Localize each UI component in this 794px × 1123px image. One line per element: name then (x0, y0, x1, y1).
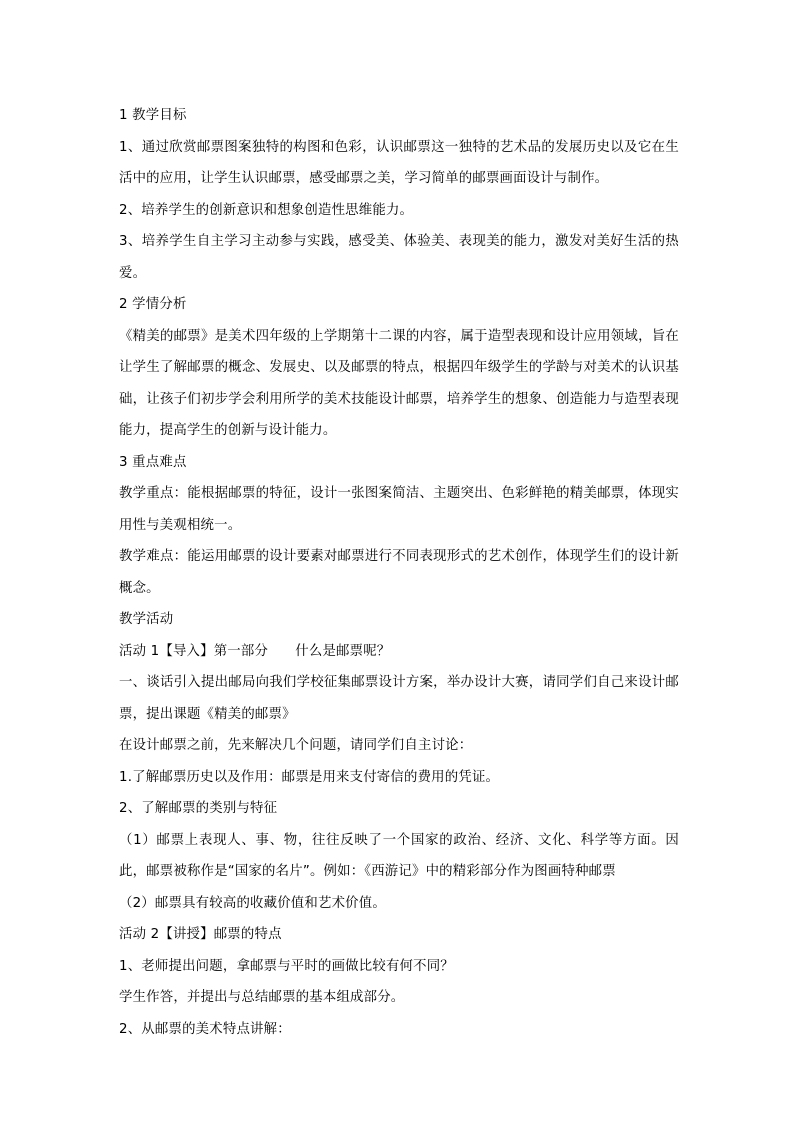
section-heading-objectives: 1 教学目标 (119, 108, 187, 123)
paragraph: （2）邮票具有较高的收藏价值和艺术价值。 (119, 895, 386, 911)
section-heading-key-points: 3 重点难点 (119, 454, 187, 470)
paragraph: （1）邮票上表现人、事、物，往往反映了一个国家的政治、经济、文化、科学等方面。因此，邮票被称作是“国家的名片”。例如：《西游记》中的精彩部分作为图画特种邮票 (119, 832, 679, 879)
paragraph: 1、通过欣赏邮票图案独特的构图和色彩，认识邮票这一独特的艺术品的发展历史以及它在生活中的应用，让学生认识邮票，感受邮票之美，学习简单的邮票画面设计与制作。 (119, 139, 679, 186)
section-heading-analysis: 2 学情分析 (119, 297, 187, 312)
paragraph: 3、培养学生自主学习主动参与实践，感受美、体验美、表现美的能力，激发对美好生活的热爱。 (119, 234, 679, 281)
activity-heading: 活动 1【导入】第一部分 什么是邮票呢？ (119, 643, 391, 659)
paragraph: 2、从邮票的美术特点讲解： (119, 1021, 291, 1037)
activity-heading: 活动 2【讲授】邮票的特点 (119, 927, 282, 942)
paragraph: 2、了解邮票的类别与特征 (119, 801, 278, 816)
paragraph: 一、谈话引入提出邮局向我们学校征集邮票设计方案，举办设计大赛，请同学们自己来设计邮票，提出课题《精美的邮票》 (119, 675, 679, 722)
paragraph: 2、培养学生的创新意识和想象创造性思维能力。 (119, 202, 414, 218)
section-heading-activities: 教学活动 (119, 612, 174, 627)
paragraph: 1.了解邮票历史以及作用：邮票是用来支付寄信的费用的凭证。 (119, 769, 500, 785)
paragraph: 1、老师提出问题，拿邮票与平时的画做比较有何不同？ (119, 958, 454, 974)
paragraph: 学生作答，并提出与总结邮票的基本组成部分。 (119, 990, 405, 1005)
paragraph: 《精美的邮票》是美术四年级的上学期第十二课的内容，属于造型表现和设计应用领域，旨在让学生了解邮票的概念、发展史、以及邮票的特点，根据四年级学生的学龄与对美术的认识基础，让孩子们初步学会利用所学的美术技能设计邮票，培养学生的想象、创造能力与造型表现能力，提高学生的创新与设计能力。 (119, 328, 679, 438)
paragraph: 在设计邮票之前，先来解决几个问题，请同学们自主讨论： (119, 738, 473, 753)
paragraph: 教学重点：能根据邮票的特征，设计一张图案简洁、主题突出、色彩鲜艳的精美邮票，体现实用性与美观相统一。 (119, 486, 679, 533)
paragraph: 教学难点：能运用邮票的设计要素对邮票进行不同表现形式的艺术创作，体现学生们的设计新概念。 (119, 549, 679, 596)
document-body (119, 100, 679, 1045)
